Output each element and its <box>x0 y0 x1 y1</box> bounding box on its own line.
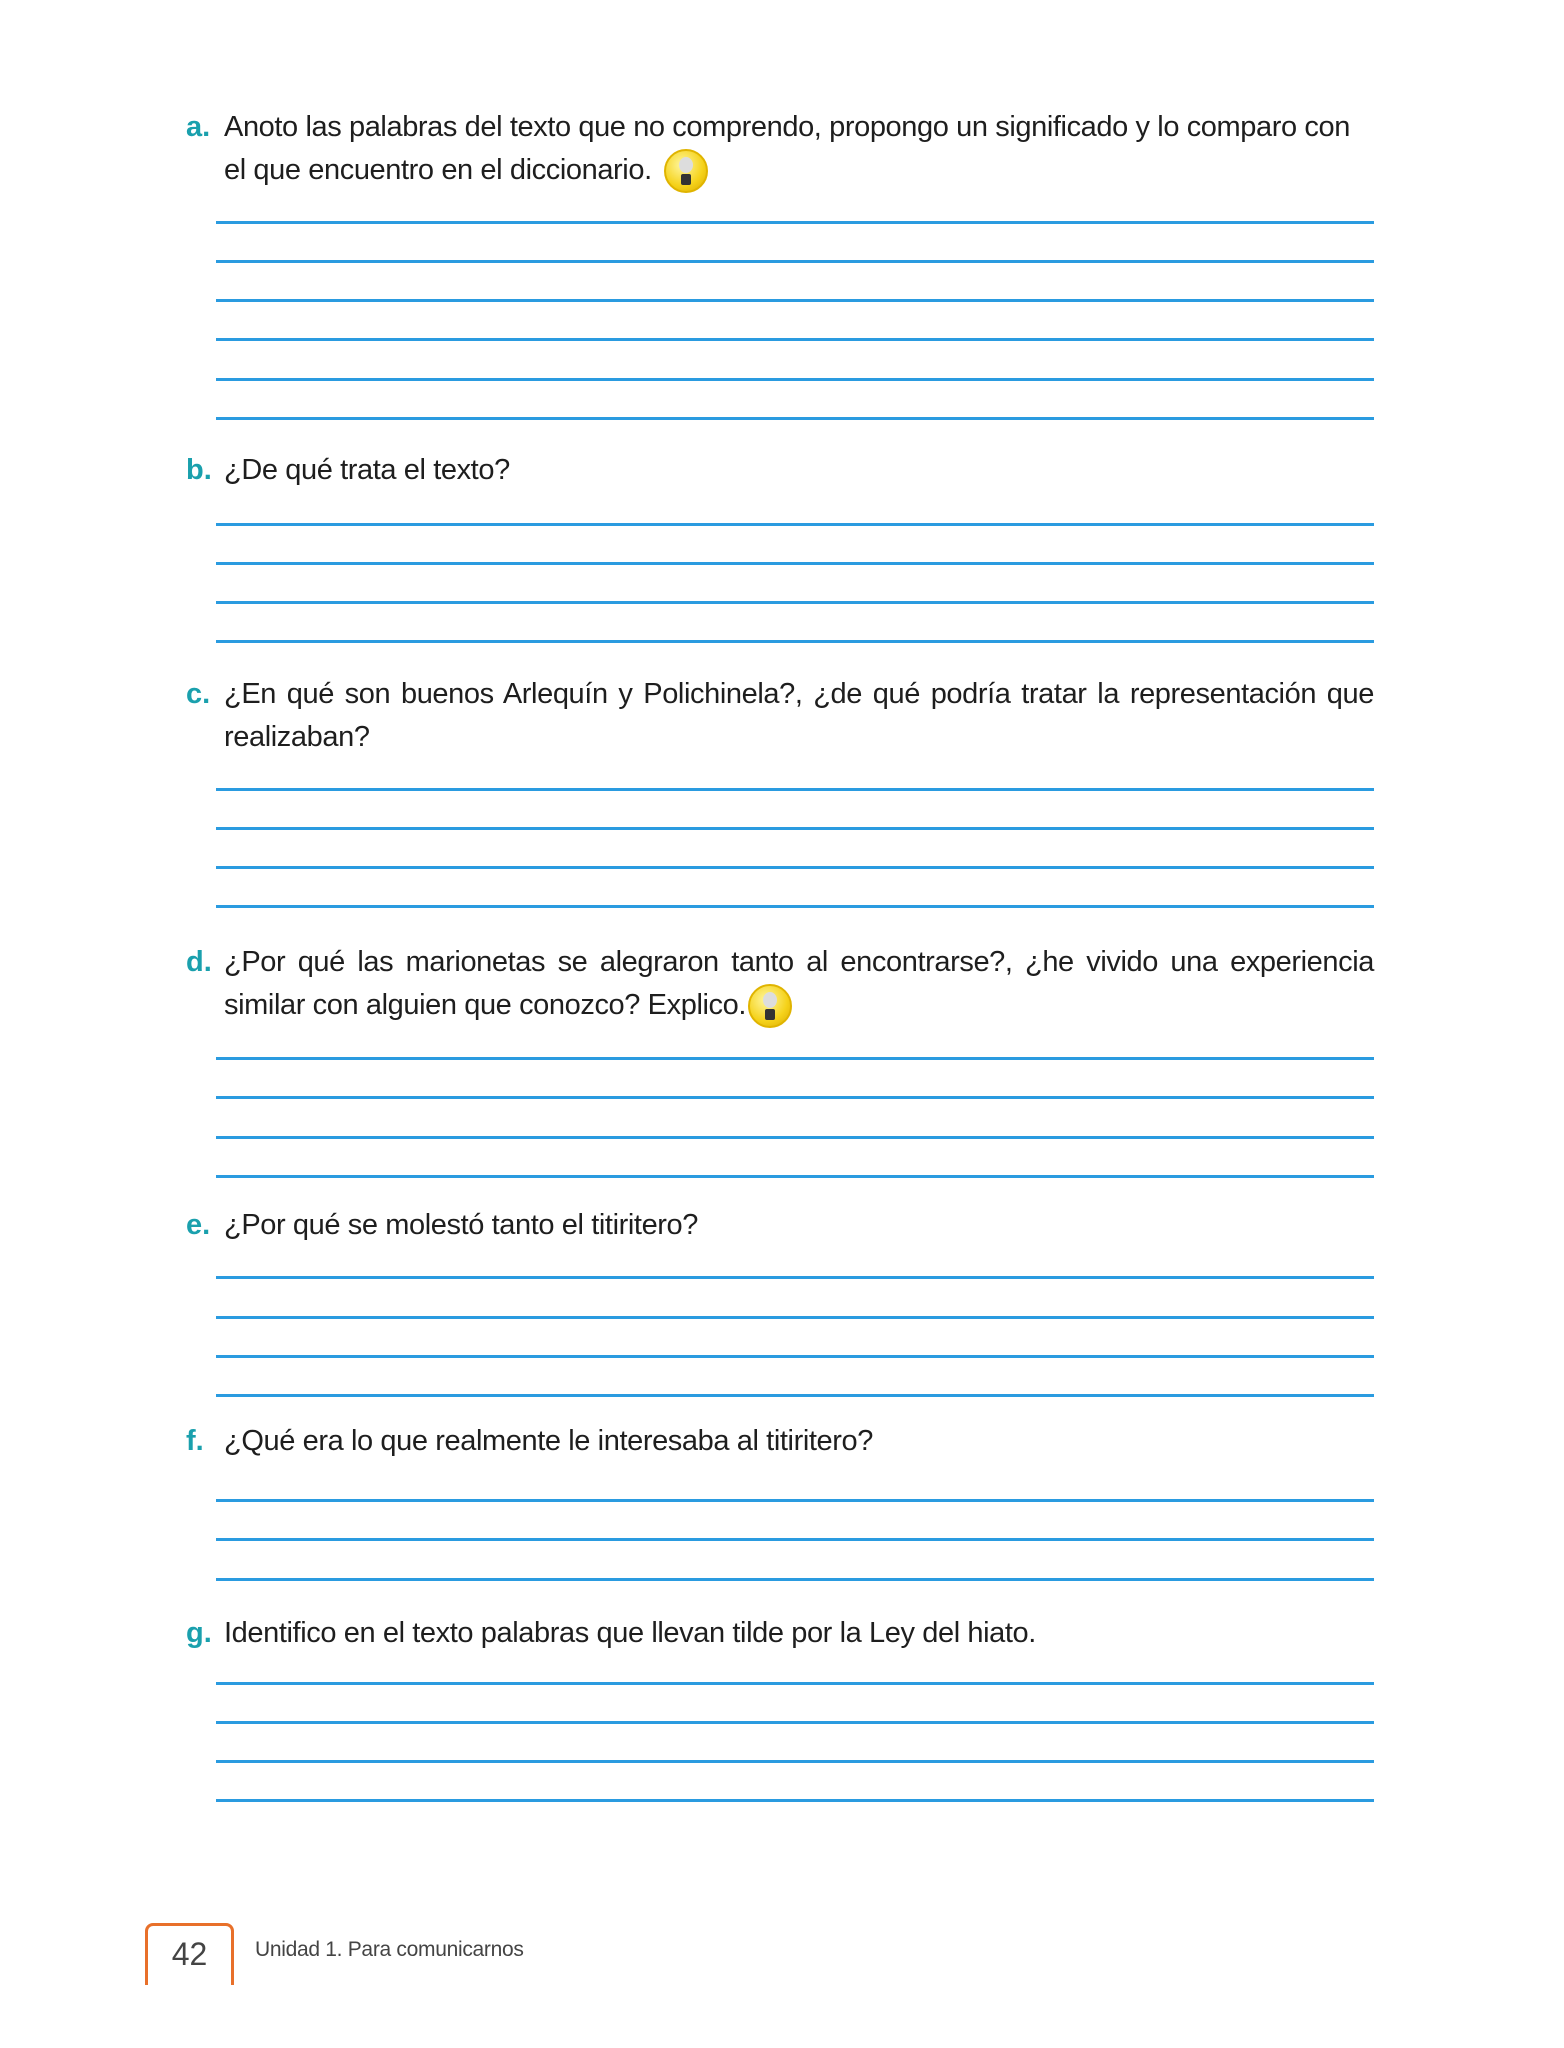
question-text: Anoto las palabras del texto que no comprendo, propongo un significado y lo comparo con el que encuentro en el diccionario. <box>224 111 1350 186</box>
answer-line[interactable] <box>216 1578 1374 1581</box>
answer-line[interactable] <box>216 1682 1374 1685</box>
question-d <box>186 941 1374 1028</box>
question-label: a. <box>186 111 211 143</box>
question-g <box>186 1612 1374 1655</box>
question-text: Identifico en el texto palabras que llevan tilde por la Ley del hiato. <box>224 1617 1036 1649</box>
question-label: g. <box>186 1617 212 1649</box>
answer-line[interactable] <box>216 788 1374 791</box>
question-e <box>186 1204 1374 1247</box>
answer-line[interactable] <box>216 866 1374 869</box>
answer-line[interactable] <box>216 1276 1374 1279</box>
lightbulb-icon <box>748 984 792 1028</box>
question-text: ¿Por qué las marionetas se alegraron tanto al encontrarse?, ¿he vivido una experiencia similar con alguien que conozco? Explico. <box>224 946 1374 1021</box>
answer-line[interactable] <box>216 417 1374 420</box>
answer-line[interactable] <box>216 523 1374 526</box>
lightbulb-icon <box>664 149 708 193</box>
answer-line[interactable] <box>216 1499 1374 1502</box>
answer-line[interactable] <box>216 1760 1374 1763</box>
answer-line[interactable] <box>216 827 1374 830</box>
answer-line[interactable] <box>216 221 1374 224</box>
answer-line[interactable] <box>216 1394 1374 1397</box>
question-label: d. <box>186 946 212 978</box>
question-c <box>186 673 1374 759</box>
answer-line[interactable] <box>216 1316 1374 1319</box>
answer-line[interactable] <box>216 1538 1374 1541</box>
answer-line[interactable] <box>216 299 1374 302</box>
question-text: ¿Por qué se molestó tanto el titiritero? <box>224 1209 699 1241</box>
question-label: e. <box>186 1209 211 1241</box>
answer-line[interactable] <box>216 1355 1374 1358</box>
answer-line[interactable] <box>216 562 1374 565</box>
question-text: ¿Qué era lo que realmente le interesaba al titiritero? <box>224 1425 873 1457</box>
answer-line[interactable] <box>216 260 1374 263</box>
question-text: ¿De qué trata el texto? <box>224 454 510 486</box>
answer-line[interactable] <box>216 905 1374 908</box>
answer-line[interactable] <box>216 338 1374 341</box>
question-a <box>186 106 1374 193</box>
question-label: c. <box>186 678 211 710</box>
question-label: b. <box>186 454 212 486</box>
answer-line[interactable] <box>216 1721 1374 1724</box>
answer-line[interactable] <box>216 1799 1374 1802</box>
question-f <box>186 1420 1374 1463</box>
answer-line[interactable] <box>216 1057 1374 1060</box>
unit-title: Unidad 1. Para comunicarnos <box>255 1938 524 1961</box>
answer-line[interactable] <box>216 1096 1374 1099</box>
question-b <box>186 449 1374 492</box>
question-text: ¿En qué son buenos Arlequín y Polichinela?, ¿de qué podría tratar la representación que realizaban? <box>224 678 1374 753</box>
answer-line[interactable] <box>216 378 1374 381</box>
answer-line[interactable] <box>216 601 1374 604</box>
question-label: f. <box>186 1425 204 1457</box>
answer-line[interactable] <box>216 1136 1374 1139</box>
answer-line[interactable] <box>216 640 1374 643</box>
answer-line[interactable] <box>216 1175 1374 1178</box>
page-number: 42 <box>145 1923 234 1985</box>
